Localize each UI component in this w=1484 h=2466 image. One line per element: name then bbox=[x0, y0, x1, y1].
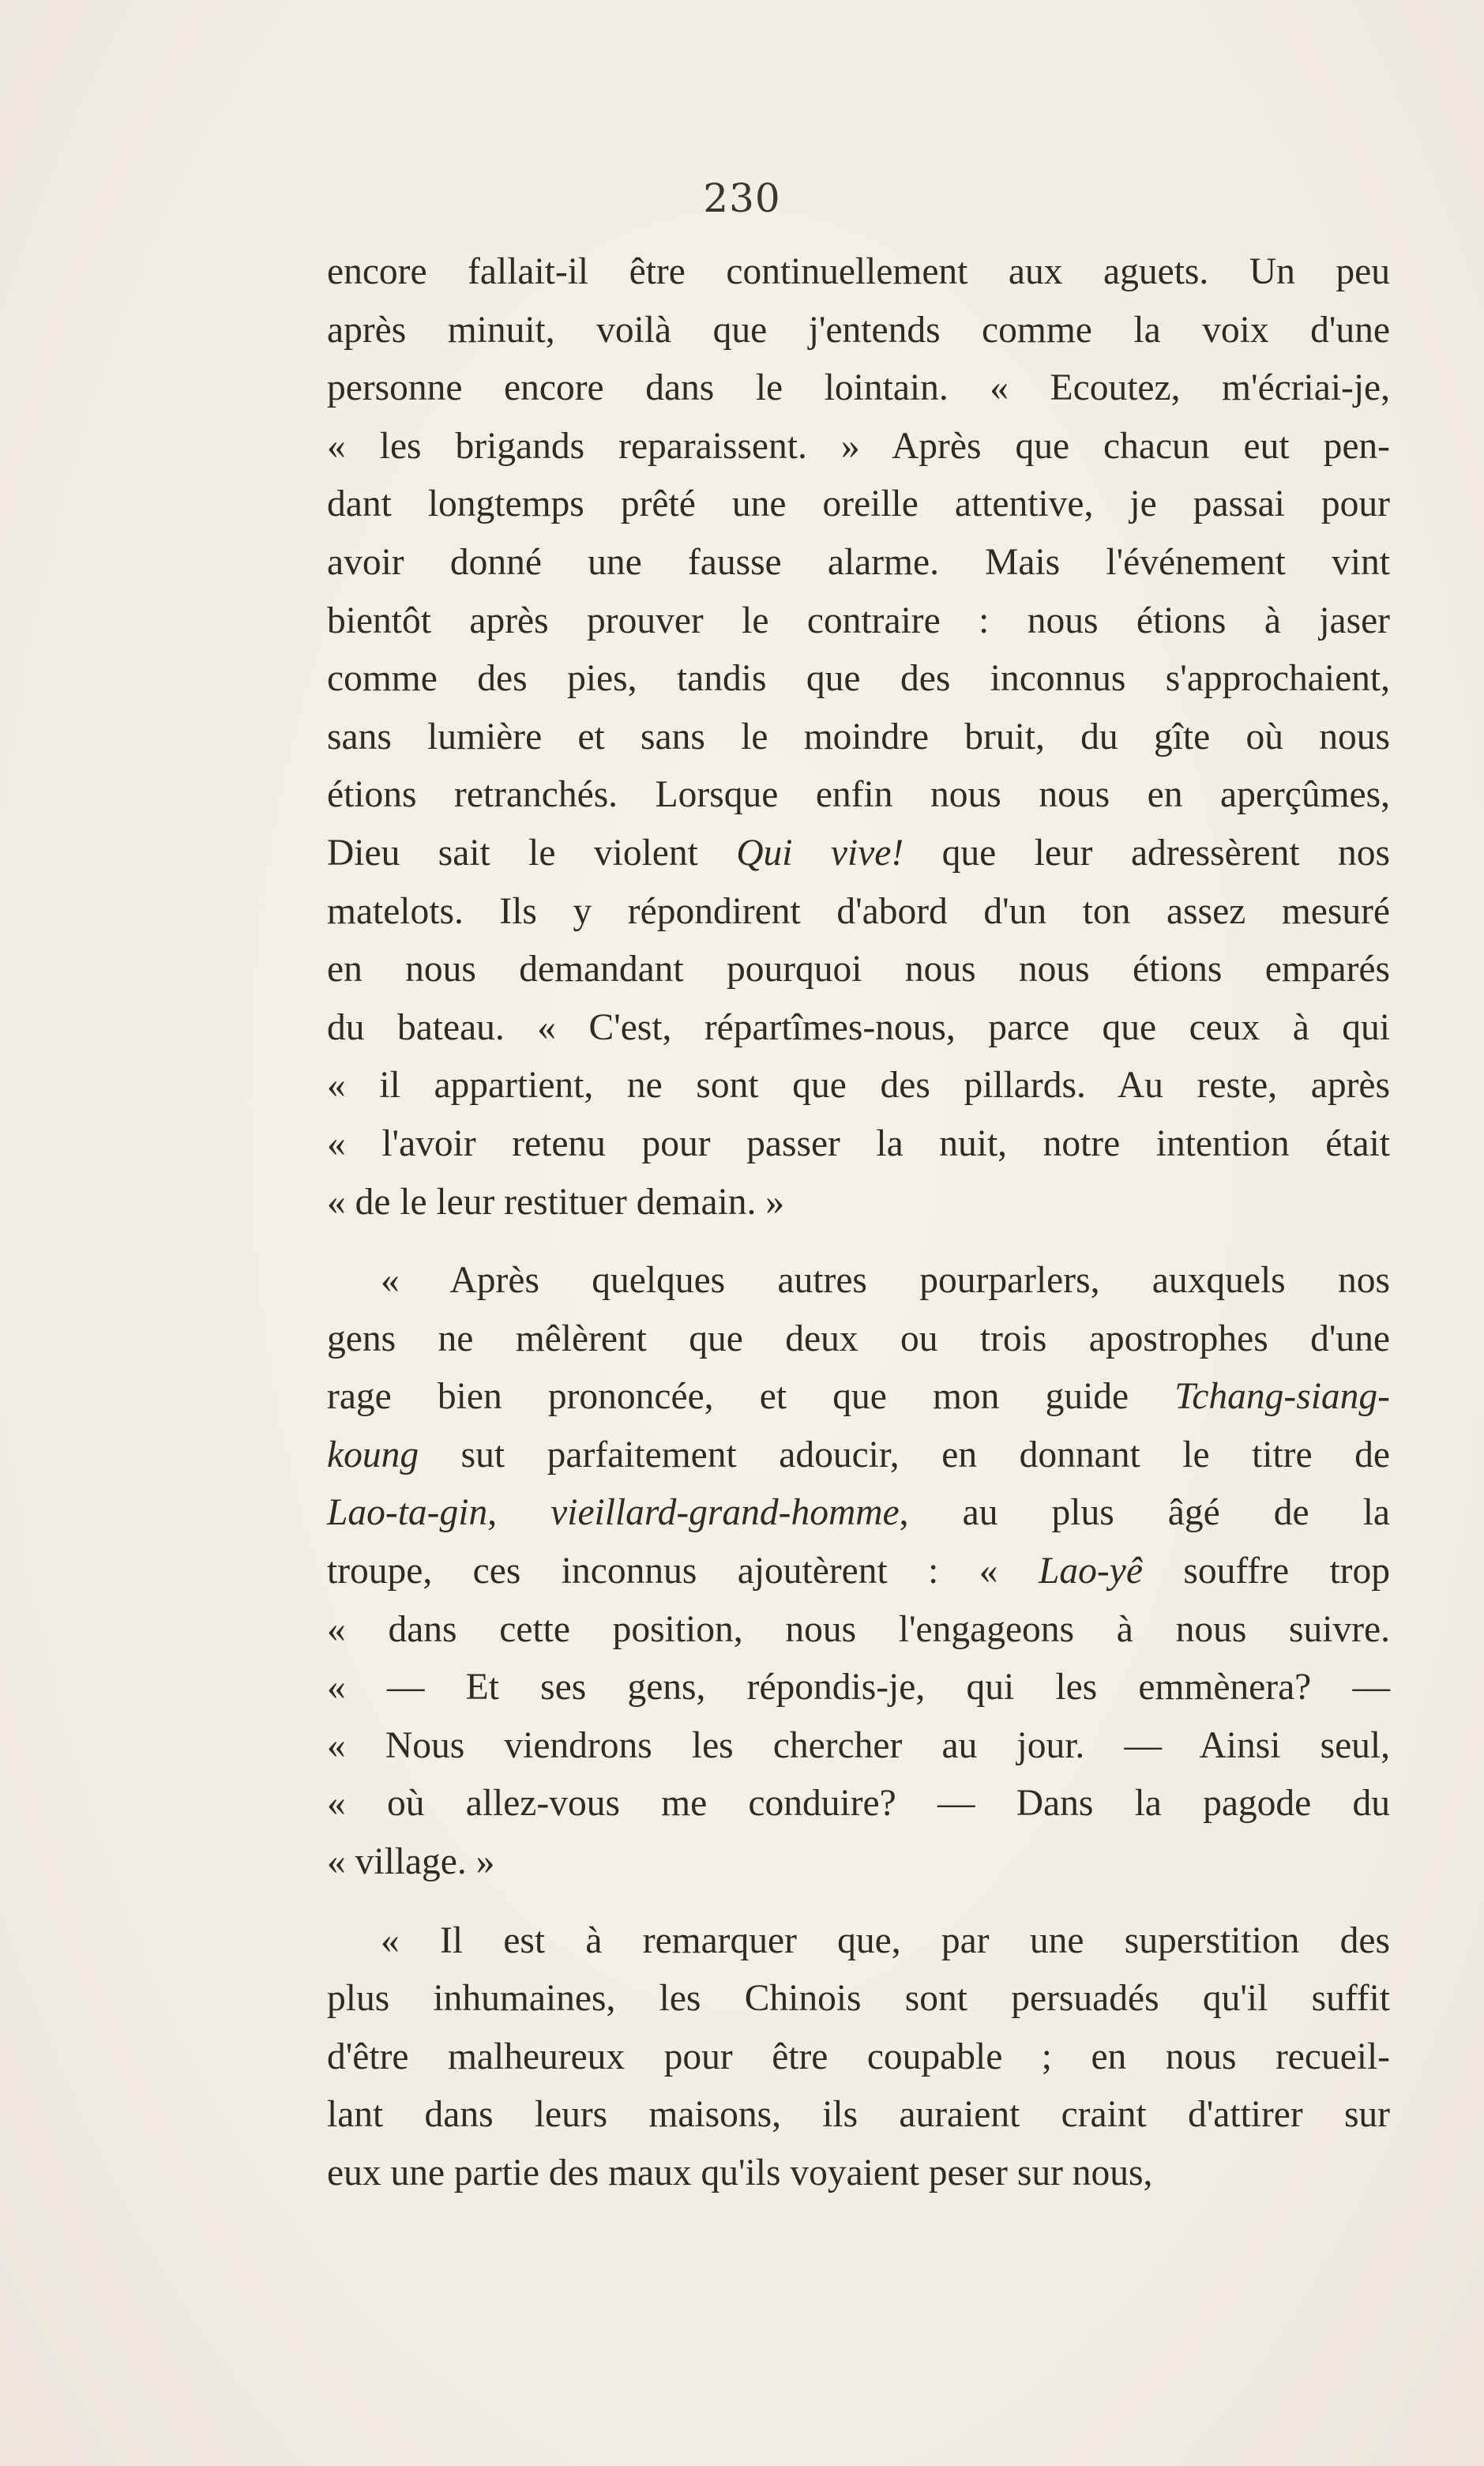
text-line: matelots. Ils y répondirent d'abord d'un ton assez mesuré bbox=[327, 890, 1390, 932]
text-line: comme des pies, tandis que des inconnus s'approchaient, bbox=[327, 658, 1390, 700]
text-line: « où allez-vous me conduire? — Dans la pagode du bbox=[327, 1783, 1390, 1825]
text-line: troupe, ces inconnus ajoutèrent : « Lao-yê souffre trop bbox=[327, 1551, 1390, 1592]
text-line: « de le leur restituer demain. » bbox=[327, 1181, 785, 1223]
text-line: « dans cette position, nous l'engageons à nous suivre. bbox=[327, 1608, 1390, 1650]
text-line: du bateau. « C'est, répartîmes-nous, parce que ceux à qui bbox=[327, 1006, 1390, 1048]
text-line: lant dans leurs maisons, ils auraient craint d'attirer sur bbox=[327, 2094, 1390, 2136]
paragraph-gap bbox=[327, 1892, 1390, 1912]
text-line: « il appartient, ne sont que des pillards. Au reste, après bbox=[327, 1065, 1390, 1107]
text-line: en nous demandant pourquoi nous nous étions emparés bbox=[327, 949, 1390, 991]
text-line: personne encore dans le lointain. « Ecoutez, m'écriai-je, bbox=[327, 367, 1390, 409]
text-line: bientôt après prouver le contraire : nous étions à jaser bbox=[327, 600, 1390, 641]
text-line: après minuit, voilà que j'entends comme la voix d'une bbox=[327, 309, 1390, 351]
text-line: « les brigands reparaissent. » Après que chacun eut pen- bbox=[327, 425, 1390, 467]
text-line: « l'avoir retenu pour passer la nuit, notre intention était bbox=[327, 1122, 1390, 1164]
text-line: eux une partie des maux qu'ils voyaient peser sur nous, bbox=[327, 2152, 1153, 2193]
text-line: avoir donné une fausse alarme. Mais l'événement vint bbox=[327, 541, 1390, 583]
text-line: étions retranchés. Lorsque enfin nous nous en aperçûmes, bbox=[327, 774, 1390, 816]
text-line: « Après quelques autres pourparlers, auxquels nos bbox=[381, 1260, 1390, 1302]
text-line: « Nous viendrons les chercher au jour. — Ainsi seul, bbox=[327, 1724, 1390, 1766]
paragraph bbox=[327, 1912, 1390, 2203]
paragraph bbox=[327, 1252, 1390, 1892]
text-line: gens ne mêlèrent que deux ou trois apostrophes d'une bbox=[327, 1318, 1390, 1359]
page-number: 230 bbox=[703, 175, 781, 221]
body-text bbox=[327, 243, 1390, 2203]
text-line: dant longtemps prêté une oreille attentive, je passai pour bbox=[327, 483, 1390, 525]
text-line: « village. » bbox=[327, 1841, 495, 1883]
text-line: « Il est à remarquer que, par une superstition des bbox=[381, 1919, 1390, 1961]
text-line: plus inhumaines, les Chinois sont persuadés qu'il suffit bbox=[327, 1978, 1390, 2020]
paragraph bbox=[327, 243, 1390, 1231]
text-line: d'être malheureux pour être coupable ; en nous recueil- bbox=[327, 2036, 1390, 2077]
text-line: rage bien prononcée, et que mon guide Tchang-siang- bbox=[327, 1376, 1390, 1418]
text-line: Dieu sait le violent Qui vive! que leur adressèrent nos bbox=[327, 832, 1390, 874]
text-line: encore fallait-il être continuellement aux aguets. Un peu bbox=[327, 251, 1390, 292]
text-line: sans lumière et sans le moindre bruit, du gîte où nous bbox=[327, 716, 1390, 757]
paragraph-gap bbox=[327, 1231, 1390, 1252]
text-line: « — Et ses gens, répondis-je, qui les emmènera? — bbox=[327, 1667, 1390, 1709]
text-line: Lao-ta-gin, vieillard-grand-homme, au plus âgé de la bbox=[327, 1492, 1391, 1534]
text-line: koung sut parfaitement adoucir, en donnant le titre de bbox=[327, 1434, 1390, 1475]
